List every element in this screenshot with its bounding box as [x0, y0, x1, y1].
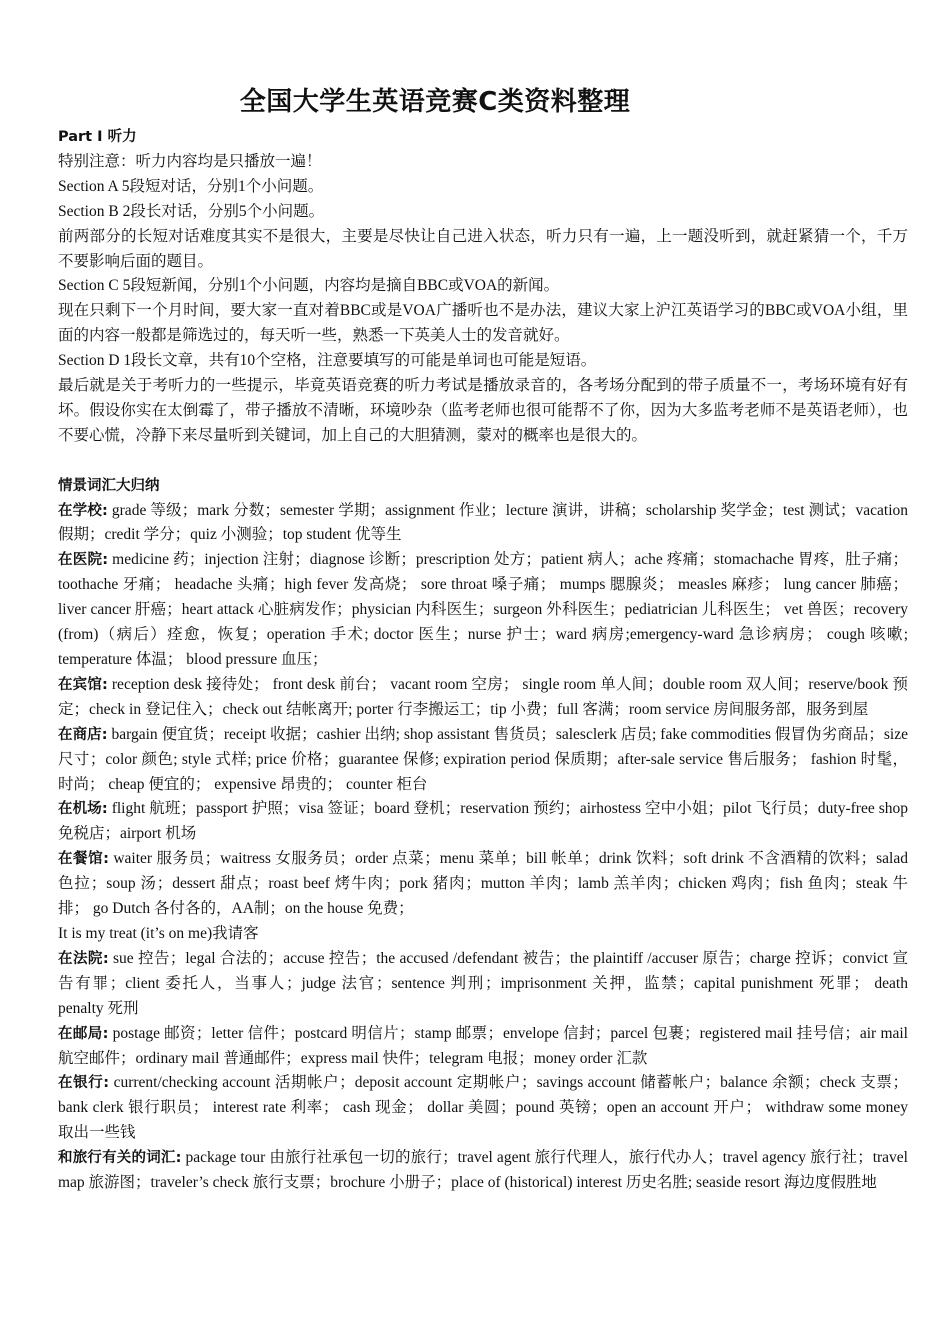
- vocab-entry-court: [58, 947, 908, 1022]
- vocab-text: current/checking account 活期帐户；deposit account 定期帐户；savings account 储蓄帐户；balance 余额；check 支票； bank clerk 银行职员； interest rate 利率； cash 现金； dollar 美圆；pound 英镑；open an account 开户； withdraw some money 取出一些钱: [58, 1074, 908, 1142]
- vocab-entry-restaurant-extra: [58, 922, 908, 947]
- vocab-text: waiter 服务员；waitress 女服务员；order 点菜；menu 菜单；bill 帐单；drink 饮料；soft drink 不含酒精的饮料；salad 色拉；soup 汤；dessert 甜点；roast beef 烤牛肉；pork 猪肉；mutton 羊肉；lamb 羔羊肉；chicken 鸡肉；fish 鱼肉；steak 牛排； go Dutch 各付各的，AA制；on the house 免费；: [58, 850, 908, 918]
- vocab-label: 在宾馆:: [58, 676, 108, 693]
- vocab-label: 在学校:: [58, 502, 108, 519]
- listening-paragraph: Section C 5段短新闻，分别1个小问题，内容均是摘自BBC或VOA的新闻。: [58, 277, 560, 295]
- listening-paragraph: Section A 5段短对话，分别1个小问题。: [58, 177, 324, 195]
- listening-paragraph: Section B 2段长对话，分别5个小问题。: [58, 202, 325, 220]
- listening-section: [58, 150, 908, 449]
- vocab-text: reception desk 接待处； front desk 前台； vacant room 空房； single room 单人间；double room 双人间；reserve/book 预定；check in 登记住入；check out 结帐离开; porter 行李搬运工；tip 小费；full 客满；room service 房间服务部，服务到屋: [58, 675, 908, 718]
- document-title: 全国大学生英语竞赛C类资料整理: [239, 87, 631, 117]
- part-heading-listening: Part I 听力: [58, 129, 137, 145]
- listening-paragraph: 特别注意：听力内容均是只播放一遍！: [58, 152, 322, 170]
- vocab-label: 在商店:: [58, 726, 108, 743]
- vocab-label: 在餐馆:: [58, 851, 109, 868]
- vocab-entry-restaurant: [58, 847, 908, 922]
- vocab-entry-airport: [58, 797, 908, 847]
- vocab-entry-hotel: [58, 673, 908, 723]
- vocab-text: package tour 由旅行社承包一切的旅行；travel agent 旅行代理人，旅行代办人；travel agency 旅行社；travel map 旅游图；traveler’s check 旅行支票；brochure 小册子；place of (historical) interest 历史名胜; seaside resort 海边度假胜地: [58, 1149, 908, 1192]
- vocab-label: 在法院:: [58, 950, 109, 967]
- vocab-entry-shop: [58, 723, 908, 798]
- listening-paragraph: 前两部分的长短对话难度其实不是很大，主要是尽快让自己进入状态，听力只有一遍，上一题没听到，就赶紧猜一个，千万不要影响后面的题目。: [58, 227, 908, 270]
- vocab-text: flight 航班；passport 护照；visa 签证；board 登机；reservation 预约；airhostess 空中小姐；pilot 飞行员；duty-free shop 免税店；airport 机场: [58, 800, 908, 843]
- vocab-text: medicine 药；injection 注射；diagnose 诊断；prescription 处方；patient 病人；ache 疼痛；stomachache 胃疼，肚子痛； toothache 牙痛； headache 头痛；high fever 发高烧； sore throat 嗓子痛； mumps 腮腺炎； measles 麻疹； lung cancer 肺癌；liver cancer 肝癌；heart attack 心脏病发作；physician 内科医生；surgeon 外科医生；pediatrician 儿科医生； vet 兽医；recovery (from)（病后）痊愈，恢复；operation 手术; doctor 医生；nurse 护士；ward 病房;emergency-ward 急诊病房； cough 咳嗽; temperature 体温； blood pressure 血压；: [58, 551, 908, 669]
- vocab-section: [58, 499, 908, 1196]
- vocab-entry-bank: [58, 1071, 908, 1146]
- vocab-label: 在银行:: [58, 1075, 110, 1092]
- document-page: [58, 80, 908, 1196]
- blank-line: [58, 449, 908, 474]
- vocab-label: 和旅行有关的词汇:: [58, 1150, 182, 1167]
- vocab-entry-hospital: [58, 548, 908, 673]
- listening-paragraph: 现在只剩下一个月时间，要大家一直对着BBC或是VOA广播听也不是办法，建议大家上沪江英语学习的BBC或VOA小组，里面的内容一般都是筛选过的，每天听一些，熟悉一下英美人士的发音就好。: [58, 302, 908, 345]
- vocab-heading: 情景词汇大归纳: [58, 477, 160, 494]
- listening-paragraph: Section D 1段长文章，共有10个空格，注意要填写的可能是单词也可能是短语。: [58, 352, 597, 370]
- listening-paragraph: 最后就是关于考听力的一些提示，毕竟英语竞赛的听力考试是播放录音的，各考场分配到的带子质量不一，考场环境有好有坏。假设你实在太倒霉了，带子播放不清晰，环境吵杂（监考老师也很可能帮不了你，因为大多监考老师不是英语老师），也不要心慌，冷静下来尽量听到关键词，加上自己的大胆猜测，蒙对的概率也是很大的。: [58, 377, 908, 444]
- vocab-label: 在邮局:: [58, 1025, 109, 1042]
- vocab-text: postage 邮资；letter 信件；postcard 明信片；stamp 邮票；envelope 信封；parcel 包裹；registered mail 挂号信；air mail 航空邮件；ordinary mail 普通邮件；express mail 快件；telegram 电报；money order 汇款: [58, 1024, 908, 1067]
- vocab-text: sue 控告；legal 合法的；accuse 控告；the accused /defendant 被告；the plaintiff /accuser 原告；charge 控诉；convict 宣告有罪；client 委托人，当事人；judge 法官；sentence 判刑；imprisonment 关押，监禁；capital punishment 死罪； death penalty 死刑: [58, 949, 908, 1017]
- vocab-text: grade 等级；mark 分数；semester 学期；assignment 作业；lecture 演讲，讲稿；scholarship 奖学金；test 测试；vacation 假期；credit 学分；quiz 小测验；top student 优等生: [58, 501, 908, 544]
- vocab-entry-school: [58, 499, 908, 549]
- vocab-entry-post-office: [58, 1022, 908, 1072]
- vocab-text: It is my treat (it’s on me)我请客: [58, 924, 259, 942]
- vocab-label: 在机场:: [58, 801, 108, 818]
- vocab-text: bargain 便宜货；receipt 收据；cashier 出纳; shop assistant 售货员；salesclerk 店员; fake commodities 假冒伪劣商品；size 尺寸；color 颜色; style 式样; price 价格；guarantee 保修; expiration period 保质期；after-sale service 售后服务； fashion 时髦，时尚； cheap 便宜的； expensive 昂贵的； counter 柜台: [58, 725, 908, 793]
- vocab-entry-travel: [58, 1146, 908, 1196]
- vocab-label: 在医院:: [58, 552, 109, 569]
